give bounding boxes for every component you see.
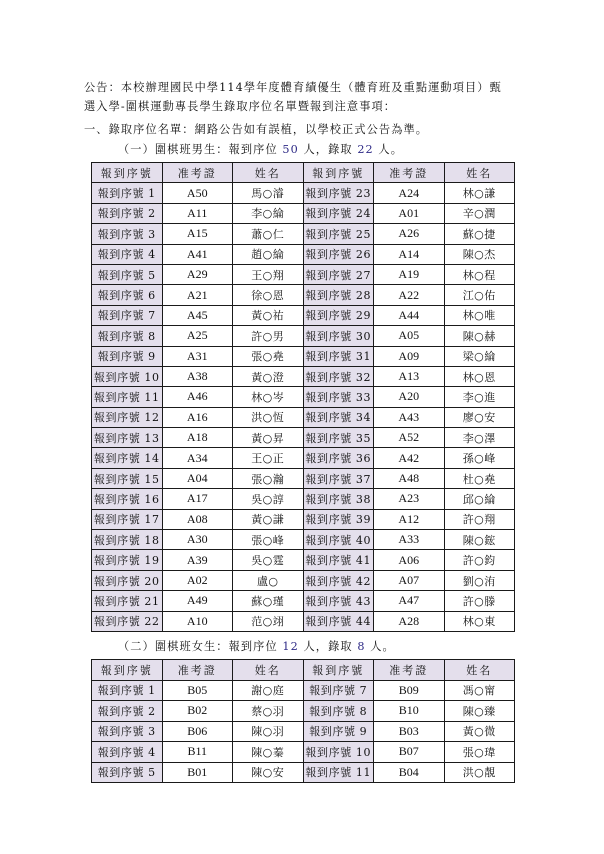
table-row	[92, 680, 515, 701]
report-order-cell: 報到序號 10	[92, 366, 163, 386]
student-name-cell: 林○唯	[444, 305, 515, 325]
student-name-cell: 林○謙	[444, 183, 515, 203]
exam-id-cell: A52	[374, 428, 445, 448]
exam-id-cell: A19	[374, 264, 445, 284]
report-order-cell: 報到序號 16	[92, 489, 163, 509]
exam-id-cell: A23	[374, 489, 445, 509]
report-order-cell: 報到序號 3	[92, 224, 163, 244]
student-name-cell: 蘇○瑾	[233, 591, 304, 611]
report-order-cell: 報到序號 12	[92, 407, 163, 427]
report-order-cell: 報到序號 36	[303, 448, 374, 468]
column-header: 報到序號	[303, 163, 374, 183]
student-name-cell: 林○恩	[444, 366, 515, 386]
exam-id-cell: A15	[162, 224, 233, 244]
column-header: 准考證	[374, 163, 445, 183]
student-name-cell: 陳○鋐	[444, 530, 515, 550]
report-order-cell: 報到序號 2	[92, 701, 163, 722]
student-name-cell: 蕭○仁	[233, 224, 304, 244]
report-order-cell: 報到序號 31	[303, 346, 374, 366]
exam-id-cell: A31	[162, 346, 233, 366]
student-name-cell: 林○東	[444, 611, 515, 631]
report-order-cell: 報到序號 29	[303, 305, 374, 325]
table-row	[92, 285, 515, 305]
table-row	[92, 203, 515, 223]
report-order-cell: 報到序號 19	[92, 550, 163, 570]
student-name-cell: 洪○恆	[233, 407, 304, 427]
girls-caption-mid: 人，錄取	[303, 640, 353, 653]
exam-id-cell: A38	[162, 366, 233, 386]
exam-id-cell: A02	[162, 570, 233, 590]
student-name-cell: 林○岑	[233, 387, 304, 407]
report-order-cell: 報到序號 26	[303, 244, 374, 264]
report-order-cell: 報到序號 8	[303, 701, 374, 722]
exam-id-cell: A42	[374, 448, 445, 468]
table-row	[92, 489, 515, 509]
table-row	[92, 448, 515, 468]
boys-caption-mid: 人，錄取	[303, 143, 353, 156]
student-name-cell: 黃○祐	[233, 305, 304, 325]
report-order-cell: 報到序號 1	[92, 183, 163, 203]
student-name-cell: 范○翊	[233, 611, 304, 631]
exam-id-cell: A44	[374, 305, 445, 325]
exam-id-cell: A41	[162, 244, 233, 264]
section-one-heading: 一、錄取序位名單：網路公告如有誤植，以學校正式公告為準。	[84, 123, 429, 136]
column-header: 報到序號	[92, 163, 163, 183]
student-name-cell: 吳○諄	[233, 489, 304, 509]
exam-id-cell: A29	[162, 264, 233, 284]
boys-quota: 50	[282, 143, 299, 156]
girls-admitted: 8	[357, 640, 366, 653]
exam-id-cell: B07	[374, 742, 445, 763]
student-name-cell: 劉○洧	[444, 570, 515, 590]
exam-id-cell: B09	[374, 680, 445, 701]
exam-id-cell: A17	[162, 489, 233, 509]
exam-id-cell: A25	[162, 326, 233, 346]
report-order-cell: 報到序號 13	[92, 428, 163, 448]
exam-id-cell: A21	[162, 285, 233, 305]
boys-admission-table	[91, 162, 515, 632]
exam-id-cell: A39	[162, 550, 233, 570]
exam-id-cell: A43	[374, 407, 445, 427]
student-name-cell: 馬○濬	[233, 183, 304, 203]
student-name-cell: 張○瀚	[233, 468, 304, 488]
report-order-cell: 報到序號 20	[92, 570, 163, 590]
column-header: 准考證	[374, 660, 445, 681]
student-name-cell: 徐○恩	[233, 285, 304, 305]
table-row	[92, 742, 515, 763]
student-name-cell: 黃○謙	[233, 509, 304, 529]
exam-id-cell: A48	[374, 468, 445, 488]
report-order-cell: 報到序號 23	[303, 183, 374, 203]
report-order-cell: 報到序號 4	[92, 244, 163, 264]
report-order-cell: 報到序號 40	[303, 530, 374, 550]
report-order-cell: 報到序號 43	[303, 591, 374, 611]
announcement-line-1: 公告：本校辦理國民中學114學年度體育績優生（體育班及重點運動項目）甄	[84, 81, 502, 94]
exam-id-cell: B03	[374, 721, 445, 742]
exam-id-cell: A26	[374, 224, 445, 244]
report-order-cell: 報到序號 15	[92, 468, 163, 488]
exam-id-cell: A28	[374, 611, 445, 631]
column-header: 姓名	[233, 163, 304, 183]
boys-caption	[118, 141, 403, 157]
exam-id-cell: A22	[374, 285, 445, 305]
student-name-cell: 杜○堯	[444, 468, 515, 488]
student-name-cell: 陳○安	[233, 762, 304, 783]
student-name-cell: 江○佑	[444, 285, 515, 305]
student-name-cell: 張○堯	[233, 346, 304, 366]
exam-id-cell: A46	[162, 387, 233, 407]
column-header: 報到序號	[92, 660, 163, 681]
exam-id-cell: A34	[162, 448, 233, 468]
exam-id-cell: B05	[162, 680, 233, 701]
table-row	[92, 387, 515, 407]
boys-caption-prefix: （一）圍棋班男生：報到序位	[118, 143, 278, 156]
girls-quota: 12	[282, 640, 299, 653]
exam-id-cell: A30	[162, 530, 233, 550]
table-row	[92, 721, 515, 742]
table-row	[92, 326, 515, 346]
table-row	[92, 468, 515, 488]
student-name-cell: 黃○微	[444, 721, 515, 742]
report-order-cell: 報到序號 32	[303, 366, 374, 386]
student-name-cell: 李○澤	[444, 428, 515, 448]
report-order-cell: 報到序號 5	[92, 762, 163, 783]
student-name-cell: 黃○昇	[233, 428, 304, 448]
table-row	[92, 224, 515, 244]
student-name-cell: 陳○赫	[444, 326, 515, 346]
student-name-cell: 張○峰	[233, 530, 304, 550]
table-row	[92, 183, 515, 203]
table-row	[92, 591, 515, 611]
report-order-cell: 報到序號 7	[92, 305, 163, 325]
boys-caption-suffix: 人。	[378, 143, 403, 156]
report-order-cell: 報到序號 9	[92, 346, 163, 366]
girls-caption-suffix: 人。	[370, 640, 395, 653]
column-header: 姓名	[444, 163, 515, 183]
report-order-cell: 報到序號 11	[92, 387, 163, 407]
report-order-cell: 報到序號 38	[303, 489, 374, 509]
student-name-cell: 陳○杰	[444, 244, 515, 264]
student-name-cell: 李○綸	[233, 203, 304, 223]
student-name-cell: 林○程	[444, 264, 515, 284]
report-order-cell: 報到序號 24	[303, 203, 374, 223]
report-order-cell: 報到序號 4	[92, 742, 163, 763]
column-header: 報到序號	[303, 660, 374, 681]
student-name-cell: 梁○綸	[444, 346, 515, 366]
table-row	[92, 701, 515, 722]
girls-caption	[118, 638, 395, 654]
exam-id-cell: A11	[162, 203, 233, 223]
report-order-cell: 報到序號 3	[92, 721, 163, 742]
exam-id-cell: A01	[374, 203, 445, 223]
report-order-cell: 報到序號 39	[303, 509, 374, 529]
exam-id-cell: A47	[374, 591, 445, 611]
boys-admitted: 22	[357, 143, 374, 156]
student-name-cell: 吳○霆	[233, 550, 304, 570]
report-order-cell: 報到序號 6	[92, 285, 163, 305]
exam-id-cell: A12	[374, 509, 445, 529]
report-order-cell: 報到序號 8	[92, 326, 163, 346]
report-order-cell: 報到序號 2	[92, 203, 163, 223]
table-row	[92, 305, 515, 325]
column-header: 姓名	[444, 660, 515, 681]
report-order-cell: 報到序號 30	[303, 326, 374, 346]
student-name-cell: 陳○臻	[444, 701, 515, 722]
student-name-cell: 蘇○捷	[444, 224, 515, 244]
student-name-cell: 洪○靚	[444, 762, 515, 783]
student-name-cell: 辛○潤	[444, 203, 515, 223]
student-name-cell: 許○鈞	[444, 550, 515, 570]
table-row	[92, 366, 515, 386]
report-order-cell: 報到序號 35	[303, 428, 374, 448]
student-name-cell: 王○正	[233, 448, 304, 468]
report-order-cell: 報到序號 14	[92, 448, 163, 468]
exam-id-cell: A13	[374, 366, 445, 386]
student-name-cell: 盧○	[233, 570, 304, 590]
exam-id-cell: B04	[374, 762, 445, 783]
report-order-cell: 報到序號 17	[92, 509, 163, 529]
column-header: 准考證	[162, 163, 233, 183]
table-row	[92, 264, 515, 284]
student-name-cell: 趙○綸	[233, 244, 304, 264]
exam-id-cell: A10	[162, 611, 233, 631]
student-name-cell: 黃○澄	[233, 366, 304, 386]
table-row	[92, 407, 515, 427]
report-order-cell: 報到序號 1	[92, 680, 163, 701]
table-row	[92, 762, 515, 783]
exam-id-cell: A24	[374, 183, 445, 203]
exam-id-cell: A07	[374, 570, 445, 590]
report-order-cell: 報到序號 7	[303, 680, 374, 701]
exam-id-cell: B10	[374, 701, 445, 722]
student-name-cell: 許○翔	[444, 509, 515, 529]
report-order-cell: 報到序號 27	[303, 264, 374, 284]
student-name-cell: 邱○綸	[444, 489, 515, 509]
student-name-cell: 許○滕	[444, 591, 515, 611]
report-order-cell: 報到序號 34	[303, 407, 374, 427]
student-name-cell: 廖○安	[444, 407, 515, 427]
exam-id-cell: A16	[162, 407, 233, 427]
table-header-row	[92, 163, 515, 183]
announcement-line-2: 選入學-圍棋運動專長學生錄取序位名單暨報到注意事項：	[84, 100, 397, 113]
report-order-cell: 報到序號 21	[92, 591, 163, 611]
exam-id-cell: A18	[162, 428, 233, 448]
student-name-cell: 謝○庭	[233, 680, 304, 701]
exam-id-cell: A50	[162, 183, 233, 203]
girls-caption-prefix: （二）圍棋班女生：報到序位	[118, 640, 278, 653]
student-name-cell: 許○男	[233, 326, 304, 346]
student-name-cell: 王○翔	[233, 264, 304, 284]
report-order-cell: 報到序號 33	[303, 387, 374, 407]
report-order-cell: 報到序號 44	[303, 611, 374, 631]
student-name-cell: 張○瑋	[444, 742, 515, 763]
exam-id-cell: A20	[374, 387, 445, 407]
table-row	[92, 509, 515, 529]
table-row	[92, 428, 515, 448]
report-order-cell: 報到序號 11	[303, 762, 374, 783]
exam-id-cell: A14	[374, 244, 445, 264]
table-row	[92, 244, 515, 264]
exam-id-cell: A45	[162, 305, 233, 325]
column-header: 姓名	[233, 660, 304, 681]
table-row	[92, 346, 515, 366]
report-order-cell: 報到序號 28	[303, 285, 374, 305]
exam-id-cell: A49	[162, 591, 233, 611]
exam-id-cell: A04	[162, 468, 233, 488]
column-header: 准考證	[162, 660, 233, 681]
student-name-cell: 蔡○羽	[233, 701, 304, 722]
student-name-cell: 陳○羽	[233, 721, 304, 742]
report-order-cell: 報到序號 42	[303, 570, 374, 590]
student-name-cell: 孫○峰	[444, 448, 515, 468]
exam-id-cell: A33	[374, 530, 445, 550]
student-name-cell: 李○進	[444, 387, 515, 407]
exam-id-cell: A06	[374, 550, 445, 570]
report-order-cell: 報到序號 41	[303, 550, 374, 570]
table-header-row	[92, 660, 515, 681]
report-order-cell: 報到序號 22	[92, 611, 163, 631]
report-order-cell: 報到序號 5	[92, 264, 163, 284]
exam-id-cell: B06	[162, 721, 233, 742]
report-order-cell: 報到序號 9	[303, 721, 374, 742]
exam-id-cell: B01	[162, 762, 233, 783]
table-row	[92, 611, 515, 631]
exam-id-cell: A08	[162, 509, 233, 529]
girls-admission-table	[91, 659, 515, 783]
student-name-cell: 馮○甯	[444, 680, 515, 701]
table-row	[92, 570, 515, 590]
exam-id-cell: B02	[162, 701, 233, 722]
exam-id-cell: A05	[374, 326, 445, 346]
report-order-cell: 報到序號 18	[92, 530, 163, 550]
report-order-cell: 報到序號 10	[303, 742, 374, 763]
exam-id-cell: A09	[374, 346, 445, 366]
exam-id-cell: B11	[162, 742, 233, 763]
table-row	[92, 530, 515, 550]
student-name-cell: 陳○蓁	[233, 742, 304, 763]
report-order-cell: 報到序號 25	[303, 224, 374, 244]
table-row	[92, 550, 515, 570]
report-order-cell: 報到序號 37	[303, 468, 374, 488]
